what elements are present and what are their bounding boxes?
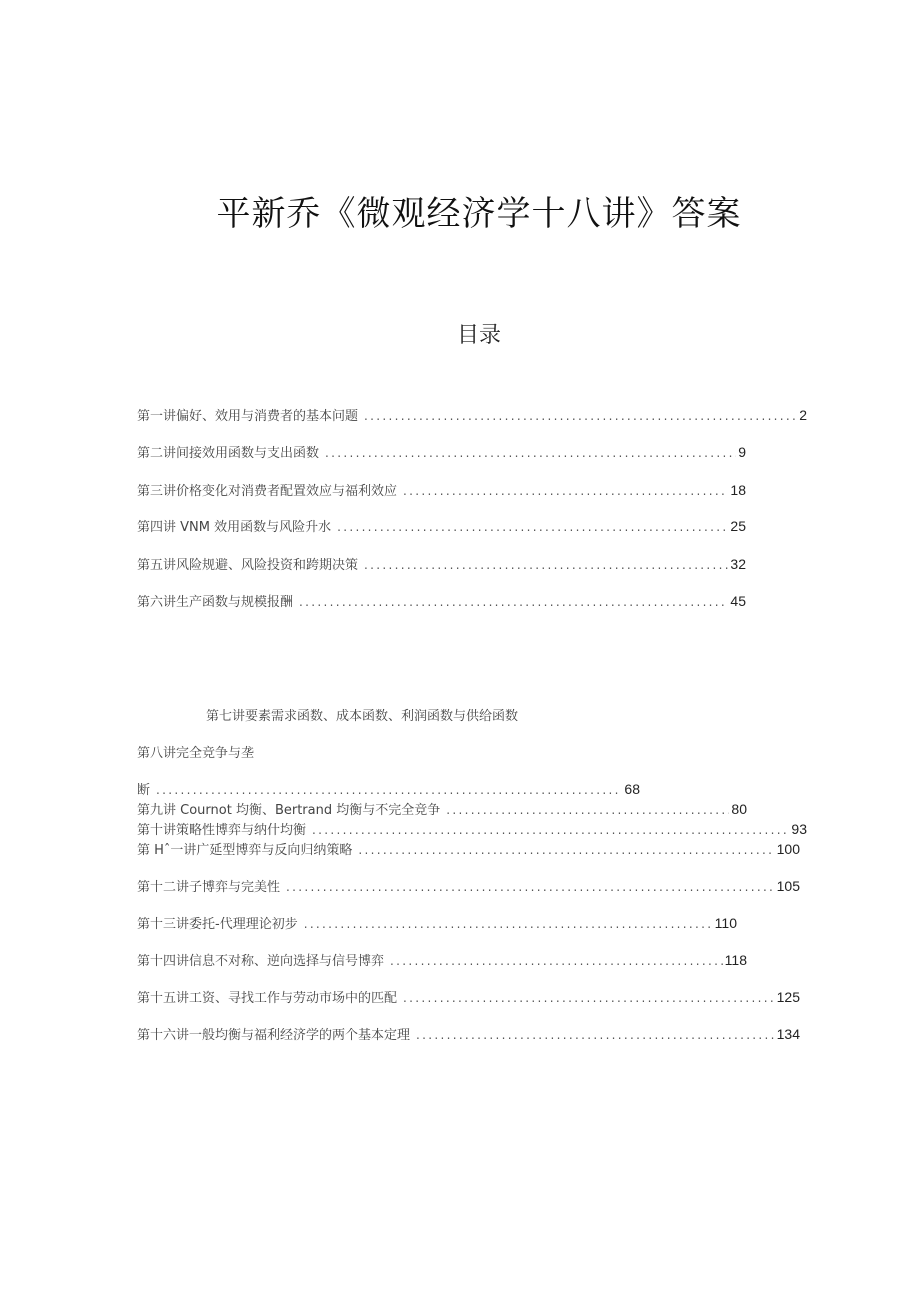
toc-entry[interactable] (137, 950, 747, 970)
toc-entry-page: 80 (731, 801, 747, 817)
toc-entry[interactable] (137, 480, 746, 500)
toc-entry-page: 125 (776, 989, 800, 1005)
toc-leader-dots (312, 823, 789, 837)
toc-leader-dots (286, 880, 775, 894)
toc-entry-label[interactable]: 第八讲完全竞争与垄 (137, 746, 255, 761)
toc-entry[interactable] (137, 876, 800, 896)
toc-entry[interactable] (137, 591, 746, 611)
toc-entry-label: 第 Hˆ一讲广延型博弈与反向归纳策略 (137, 843, 353, 858)
toc-leader-dots (325, 446, 736, 460)
toc-entry-label: 第十三讲委托-代理理论初步 (137, 917, 298, 932)
toc-leader-dots (364, 409, 797, 423)
toc-leader-dots (403, 484, 728, 498)
document-title: 平新乔《微观经济学十八讲》答案 (216, 194, 742, 234)
toc-entry-label: 第十讲策略性博弈与纳什均衡 (137, 823, 307, 838)
toc-entry[interactable] (137, 799, 747, 819)
toc-leader-dots (364, 558, 728, 572)
toc-leader-dots (156, 783, 622, 797)
toc-entry[interactable] (137, 554, 746, 574)
toc-entry-page: 105 (776, 878, 800, 894)
toc-entry[interactable] (137, 442, 746, 462)
toc-entry-page: 32 (730, 556, 746, 572)
toc-entry-label: 第一讲偏好、效用与消费者的基本问题 (137, 409, 359, 424)
toc-heading: 目录 (456, 323, 501, 348)
toc-leader-dots (446, 803, 729, 817)
toc-entry[interactable] (137, 405, 807, 425)
toc-entry-page: 9 (738, 444, 746, 460)
toc-entry-label: 第十二讲子博弈与完美性 (137, 880, 281, 895)
toc-entry-page: 110 (714, 915, 737, 931)
toc-entry-label: 第十四讲信息不对称、逆向选择与信号博弈 (137, 954, 385, 969)
toc-leader-dots (358, 843, 774, 857)
toc-entry[interactable] (137, 1024, 800, 1044)
toc-leader-dots (299, 595, 728, 609)
toc-entry[interactable] (137, 987, 800, 1007)
toc-entry[interactable] (137, 516, 746, 536)
toc-entry[interactable] (137, 819, 807, 839)
toc-entry-label: 第六讲生产函数与规模报酬 (137, 595, 294, 610)
toc-leader-dots (403, 991, 775, 1005)
toc-entry-page: 93 (791, 821, 807, 837)
toc-entry-label: 第九讲 Cournot 均衡、Bertrand 均衡与不完全竞争 (137, 803, 441, 818)
toc-entry-label: 第十六讲一般均衡与福利经济学的两个基本定理 (137, 1028, 411, 1043)
toc-leader-dots (390, 954, 723, 968)
toc-entry-label: 第五讲风险规避、风险投资和跨期决策 (137, 558, 359, 573)
toc-entry-label[interactable]: 第七讲要素需求函数、成本函数、利润函数与供给函数 (206, 709, 519, 724)
toc-entry-label: 第四讲 VNM 效用函数与风险升水 (137, 520, 332, 535)
toc-entry[interactable] (137, 913, 737, 933)
toc-entry-page: 25 (730, 518, 746, 534)
toc-entry-label: 第十五讲工资、寻找工作与劳动市场中的匹配 (137, 991, 398, 1006)
toc-leader-dots (337, 520, 728, 534)
toc-entry[interactable] (137, 839, 800, 859)
toc-entry-page: 45 (730, 593, 746, 609)
toc-entry-page: 134 (776, 1026, 800, 1042)
toc-leader-dots (416, 1028, 775, 1042)
toc-entry-page: 18 (730, 482, 746, 498)
toc-entry-label: 第二讲间接效用函数与支出函数 (137, 446, 320, 461)
toc-entry-label: 断 (137, 783, 151, 798)
toc-leader-dots (304, 917, 713, 931)
toc-entry-page: 68 (624, 781, 640, 797)
toc-entry-page: 100 (776, 841, 800, 857)
toc-entry-page: 2 (799, 407, 807, 423)
toc-entry-label: 第三讲价格变化对消费者配置效应与福利效应 (137, 484, 398, 499)
toc-entry-page: 118 (724, 952, 747, 968)
toc-entry[interactable] (137, 779, 640, 799)
